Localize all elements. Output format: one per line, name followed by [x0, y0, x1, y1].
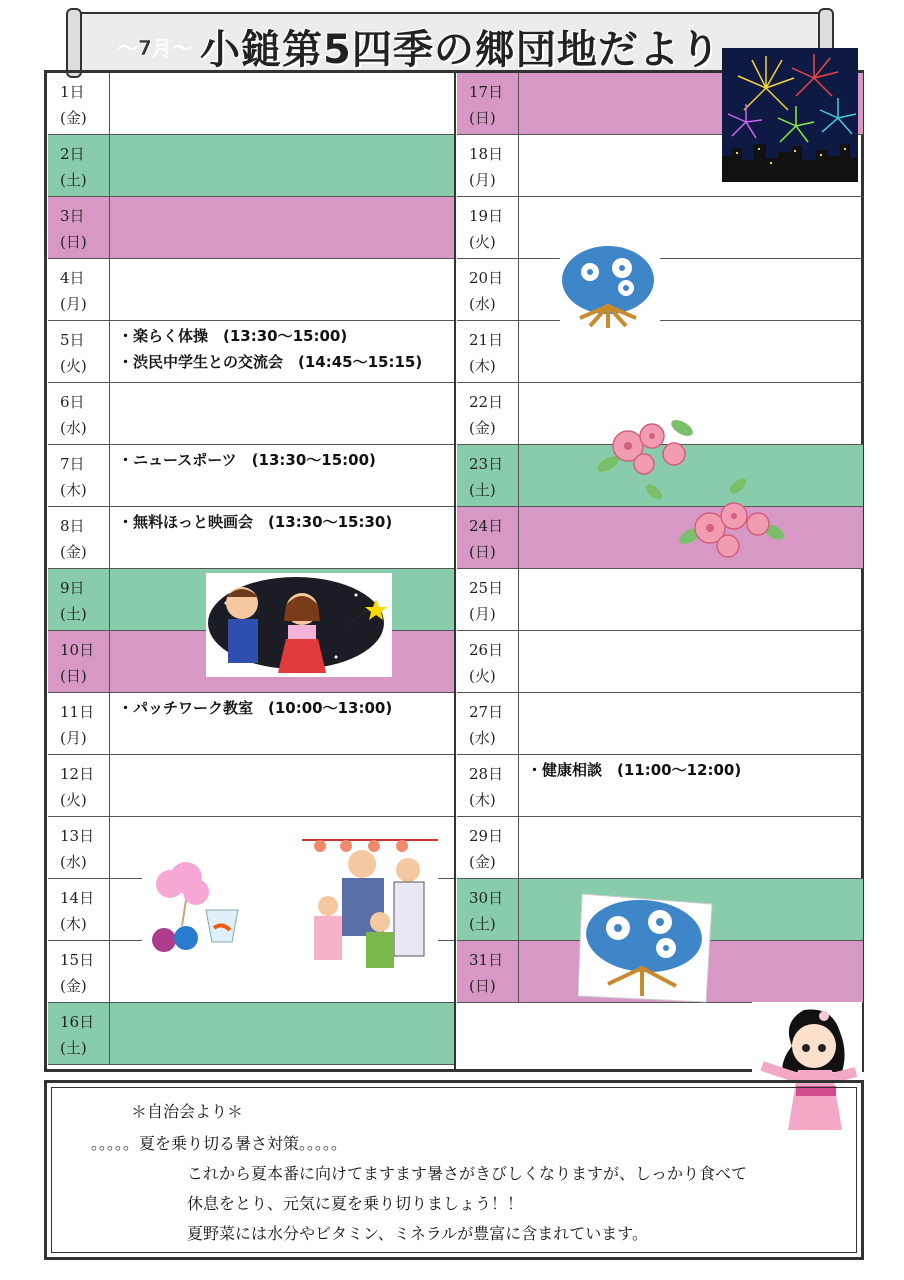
day-number: 5日 [60, 331, 85, 349]
day-number: 20日 [469, 269, 504, 287]
day-number: 16日 [60, 1013, 95, 1031]
event-item: ・パッチワーク教室 (10:00～13:00) [118, 699, 393, 717]
calendar-day-row [48, 197, 454, 259]
day-cell [457, 507, 519, 568]
notice-heading: ＊自治会より＊ [131, 1102, 244, 1121]
event-cell [110, 259, 454, 320]
day-number: 12日 [60, 765, 95, 783]
day-cell [48, 135, 110, 196]
calendar-day-row [48, 383, 454, 445]
event-cell [110, 197, 454, 258]
day-cell [457, 817, 519, 878]
day-number: 29日 [469, 827, 504, 845]
day-of-week: (水) [469, 729, 496, 747]
day-cell [48, 755, 110, 816]
event-item: ・無料ほっと映画会 (13:30～15:30) [118, 513, 393, 531]
day-number: 15日 [60, 951, 95, 969]
event-cell [519, 631, 863, 692]
day-of-week: (土) [469, 481, 496, 499]
notice-subheading: 。。。。。夏を乗り切る暑さ対策。。。。。 [91, 1134, 348, 1153]
title-banner [72, 12, 828, 72]
day-of-week: (火) [469, 233, 496, 251]
day-cell [48, 569, 110, 630]
event-item: ・ニュースポーツ (13:30～15:00) [118, 451, 376, 469]
calendar-day-row [457, 197, 863, 259]
day-of-week: (土) [469, 915, 496, 933]
day-of-week: (火) [469, 667, 496, 685]
day-number: 10日 [60, 641, 95, 659]
event-cell [110, 507, 454, 568]
scroll-roll-left [66, 8, 82, 78]
day-number: 17日 [469, 83, 504, 101]
day-of-week: (月) [60, 295, 87, 313]
event-item: ・楽らく体操 (13:30～15:00) [118, 327, 348, 345]
day-cell [457, 445, 519, 506]
calendar-day-row [48, 445, 454, 507]
month-subtitle: ～7月～ [118, 36, 192, 60]
day-cell [457, 259, 519, 320]
event-cell [519, 321, 863, 382]
calendar-day-row [48, 135, 454, 197]
day-number: 3日 [60, 207, 85, 225]
calendar-day-row [48, 321, 454, 383]
day-cell [457, 755, 519, 816]
calendar-day-row [48, 755, 454, 817]
day-of-week: (月) [469, 171, 496, 189]
day-number: 18日 [469, 145, 504, 163]
calendar-day-row [48, 73, 454, 135]
event-item: ・健康相談 (11:00～12:00) [527, 761, 742, 779]
event-cell [519, 755, 863, 816]
day-cell [457, 631, 519, 692]
day-number: 14日 [60, 889, 95, 907]
day-of-week: (日) [469, 543, 496, 561]
day-cell [48, 817, 110, 878]
day-number: 11日 [60, 703, 95, 721]
day-number: 9日 [60, 579, 85, 597]
day-number: 13日 [60, 827, 95, 845]
day-cell [48, 941, 110, 1002]
day-cell [48, 1003, 110, 1064]
day-of-week: (金) [60, 977, 87, 995]
uchiwa-fan-icon [578, 892, 714, 1004]
event-cell [110, 445, 454, 506]
day-number: 24日 [469, 517, 504, 535]
day-cell [48, 445, 110, 506]
day-of-week: (金) [469, 853, 496, 871]
calendar-day-row [457, 817, 863, 879]
day-cell [48, 507, 110, 568]
day-cell [48, 259, 110, 320]
day-of-week: (木) [469, 357, 496, 375]
day-number: 31日 [469, 951, 504, 969]
newsletter-title: 小鎚第5四季の郷団地だより [200, 27, 721, 73]
day-cell [457, 73, 519, 134]
day-of-week: (日) [60, 233, 87, 251]
day-cell [48, 383, 110, 444]
day-of-week: (金) [469, 419, 496, 437]
calendar-day-row [48, 693, 454, 755]
day-number: 25日 [469, 579, 504, 597]
day-number: 23日 [469, 455, 504, 473]
day-of-week: (水) [60, 419, 87, 437]
day-number: 26日 [469, 641, 504, 659]
day-number: 27日 [469, 703, 504, 721]
calendar-day-row [48, 1003, 454, 1065]
day-number: 21日 [469, 331, 504, 349]
day-of-week: (土) [60, 605, 87, 623]
day-of-week: (日) [469, 977, 496, 995]
day-number: 6日 [60, 393, 85, 411]
day-of-week: (日) [60, 667, 87, 685]
day-number: 7日 [60, 455, 85, 473]
day-cell [457, 197, 519, 258]
day-cell [48, 197, 110, 258]
event-cell [110, 693, 454, 754]
day-cell [457, 321, 519, 382]
calendar-day-row [457, 631, 863, 693]
event-cell [110, 755, 454, 816]
day-of-week: (水) [60, 853, 87, 871]
calendar-day-row [457, 259, 863, 321]
day-cell [48, 321, 110, 382]
day-of-week: (月) [469, 605, 496, 623]
day-of-week: (土) [60, 1039, 87, 1057]
day-number: 1日 [60, 83, 85, 101]
day-of-week: (木) [60, 481, 87, 499]
calendar-day-row [457, 693, 863, 755]
event-cell [110, 1003, 454, 1064]
summer-festival-image [142, 826, 438, 974]
rose-flowers-image [588, 406, 784, 582]
day-of-week: (火) [60, 791, 87, 809]
day-of-week: (火) [60, 357, 87, 375]
calendar-day-row [48, 259, 454, 321]
day-cell [457, 569, 519, 630]
day-of-week: (金) [60, 109, 87, 127]
day-number: 22日 [469, 393, 504, 411]
day-cell [48, 693, 110, 754]
day-cell [457, 693, 519, 754]
day-of-week: (木) [469, 791, 496, 809]
day-of-week: (日) [469, 109, 496, 127]
day-number: 28日 [469, 765, 504, 783]
day-of-week: (水) [469, 295, 496, 313]
event-cell [519, 817, 863, 878]
event-cell [110, 135, 454, 196]
day-cell [457, 879, 519, 940]
day-number: 8日 [60, 517, 85, 535]
notice-line: 休息をとり、元気に夏を乗り切りましょう！！ [187, 1194, 524, 1213]
notice-box [44, 1080, 864, 1260]
event-cell [519, 693, 863, 754]
day-number: 2日 [60, 145, 85, 163]
event-cell [110, 321, 454, 382]
day-of-week: (月) [60, 729, 87, 747]
day-cell [48, 879, 110, 940]
event-item: ・渋民中学生との交流会 (14:45～15:15) [118, 353, 423, 371]
notice-line: これから夏本番に向けてますます暑さがきびしくなりますが、しっかり食べて [187, 1164, 748, 1183]
uchiwa-fan-icon [560, 244, 660, 330]
day-cell [457, 941, 519, 1002]
event-cell [110, 73, 454, 134]
day-number: 19日 [469, 207, 504, 225]
day-of-week: (金) [60, 543, 87, 561]
day-of-week: (土) [60, 171, 87, 189]
day-cell [457, 383, 519, 444]
day-cell [48, 631, 110, 692]
column-divider [454, 73, 456, 1069]
calendar-day-row [48, 507, 454, 569]
calendar-day-row [457, 755, 863, 817]
day-number: 30日 [469, 889, 504, 907]
day-of-week: (木) [60, 915, 87, 933]
day-number: 4日 [60, 269, 85, 287]
fireworks-image [722, 48, 858, 182]
event-cell [110, 383, 454, 444]
calendar-day-row [457, 321, 863, 383]
tanabata-couple-image [206, 573, 392, 677]
notice-line: 夏野菜には水分やビタミン、ミネラルが豊富に含まれています。 [187, 1224, 648, 1243]
day-cell [48, 73, 110, 134]
day-cell [457, 135, 519, 196]
